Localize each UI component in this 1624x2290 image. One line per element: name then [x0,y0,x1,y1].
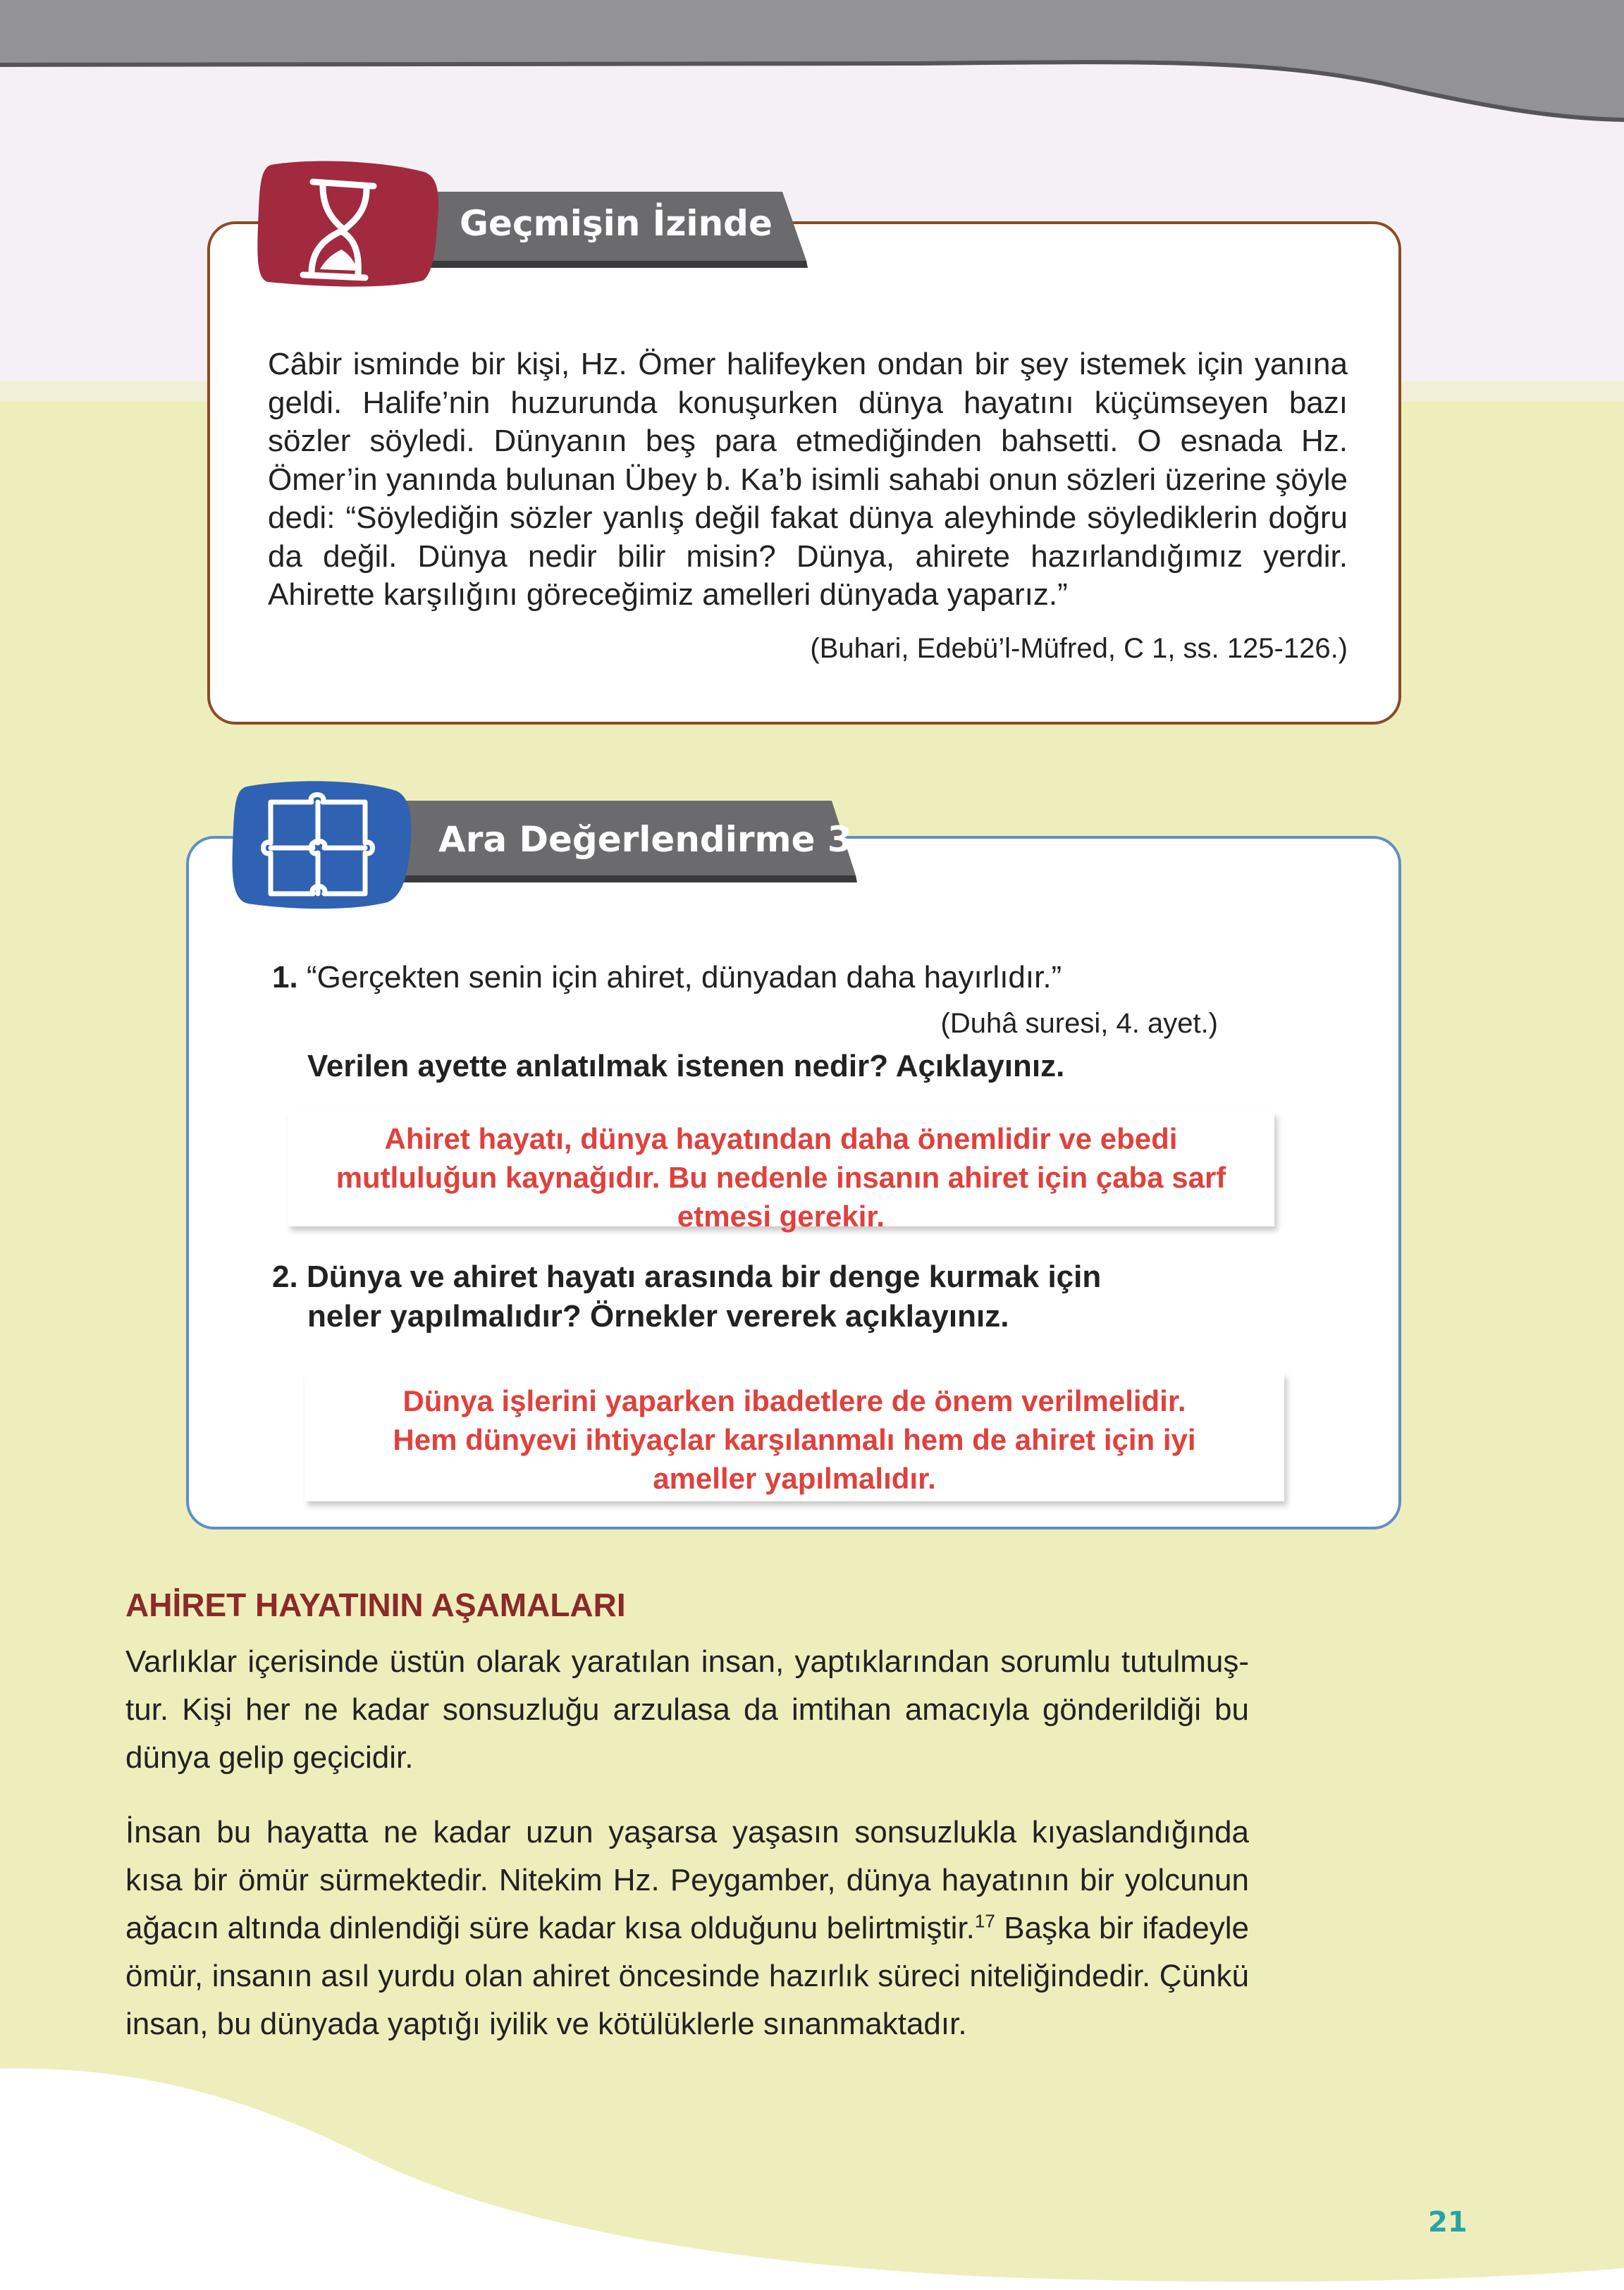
question-1-text: Verilen ayette anlatılmak istenen nedir? Açıklayınız. [307,1049,1065,1083]
question-1-source: (Duhâ suresi, 4. ayet.) [940,1008,1218,1039]
answer-2-line: Dünya işlerini yaparken ibadetlere de önem verilmelidir. [402,1384,1186,1417]
gecmisin-izinde-title: Geçmişin İzinde [460,203,773,244]
paragraph-2-text: İnsan bu hayatta ne kadar uzun yaşarsa yaşasın sonsuzlukla kıyaslandığında kısa bir ömür sürmektedir. Nitekim Hz. Peygamber, dünya hayatının bir yolcunun ağacın altında dinlendiği süre kadar kısa olduğunu belirtmiştir. [125,1815,1249,1945]
footnote-ref: 17 [974,1910,995,1932]
paragraph-2-text: Başka bir ifadeyle ömür, insanın asıl yurdu olan ahiret öncesinde hazırlık süreci niteliğindedir. Çünkü insan, bu dünyada yaptığı iyilik ve kötülüklerle sınanmaktadır. [125,1911,1249,2041]
section-title: AHİRET HAYATININ AŞAMALARI [125,1587,626,1623]
paragraph-2 [125,1809,1249,2048]
page-number: 21 [1428,2206,1468,2239]
gecmisin-izinde-label [395,190,811,268]
paragraph-1: Varlıklar içerisinde üstün olarak yaratılan insan, yaptıklarından sorumlu tutulmuş- tur. Kişi her ne kadar sonsuzluğu arzulasa da imtihan amacıyla gönderildiği bu dünya gelip geçicidir. [125,1644,1249,1775]
gecmisin-izinde-box [207,221,1401,725]
question-2-number: 2. [272,1260,298,1294]
question-1-quote [272,960,1062,995]
hourglass-icon [255,156,440,290]
answer-1-line: mutluluğun kaynağıdır. Bu nedenle insanın ahiret için çaba sarf [336,1161,1226,1194]
answer-2-box [304,1373,1284,1501]
answer-1-line: etmesi gerekir. [677,1200,885,1233]
story-source: (Buhari, Edebü’l-Müfred, C 1, ss. 125-126.) [810,633,1348,664]
answer-1-line: Ahiret hayatı, dünya hayatından daha önemlidir ve ebedi [384,1122,1178,1155]
story-text: Câbir isminde bir kişi, Hz. Ömer halifeyken ondan bir şey istemek için yanına geldi. Halife’nin huzurunda konuşurken dünya hayatını küçümseyen bazı sözler söyledi. Dünyanın beş para etmediğinden bahsetti. O esnada Hz. Ömer’in yanında bulunan Übey b. Ka’b isimli sahabi onun sözleri üzerine şöyle dedi: “Söylediğin sözler yanlış değil fakat dünya aleyhinde söylediklerin doğru da değil. Dünya nedir bilir misin? Dünya, ahirete hazırlandığımız yerdir. Ahirette karşılığını göreceğimiz amelleri dünyada yaparız.” [268,347,1348,612]
ara-degerlendirme-box [186,836,1401,1529]
question-1-number: 1. [272,960,298,995]
ara-degerlendirme-title: Ara Değerlendirme 3 [438,819,852,860]
question-2-line: Dünya ve ahiret hayatı arasında bir denge kurmak için [306,1260,1102,1294]
puzzle-icon [228,777,413,912]
question-1-quote-text: “Gerçekten senin için ahiret, dünyadan daha hayırlıdır.” [306,960,1062,995]
ara-degerlendirme-label [374,799,860,884]
answer-1-box [288,1112,1274,1233]
answer-2-line: ameller yapılmalıdır. [653,1462,936,1495]
question-2 [272,1257,1101,1336]
question-2-line: neler yapılmalıdır? Örnekler vererek açıklayınız. [307,1299,1009,1334]
answer-2-line: Hem dünyevi ihtiyaçlar karşılanmalı hem de ahiret için iyi [393,1423,1196,1456]
